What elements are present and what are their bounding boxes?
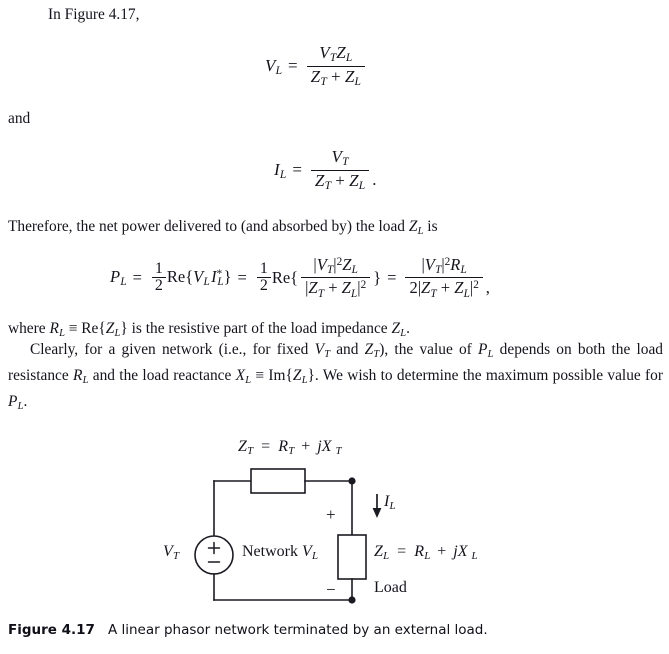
node-dot-top [348,477,355,484]
current-arrow-il [373,494,382,518]
equation-il-equals: = [292,160,302,180]
polarity-minus-text: − [326,580,336,599]
label-source-vt: $V_T$ [163,543,180,563]
intro-line-text: In Figure 4.17, [48,6,140,23]
circuit-schematic-svg [150,432,570,612]
intro-line [48,4,348,25]
equation-pl-equals-1: = [132,267,142,287]
equation-il-lhs: $I_L$ [274,159,287,181]
figure-caption [8,622,488,638]
equation-pl-brace-close: } [373,267,382,287]
equation-vl-fraction [307,44,365,88]
figure-caption-number: Figure 4.17 [8,622,95,638]
equation-pl-one-half-b: $\frac{1}{2}$ [257,261,271,295]
equation-il-denominator: $Z_T + Z_L$ [311,170,369,193]
where-paragraph: where $R_L \equiv Re\{Z_L\}$ is the resistive part of the load impedance $Z_L$. [8,320,410,339]
clearly-part-6: . We wish to determine the maximum possible value for [314,366,663,384]
clearly-part-2: and [330,341,365,358]
equation-vl-numerator: $V_TZ_L$ [319,43,353,65]
label-voltage-vl: $V_L$ [302,543,319,563]
equation-pl-lhs: $P_L$ [110,267,127,289]
polarity-plus [326,505,336,525]
circuit-diagram [150,432,570,612]
load-impedance-box [338,535,366,579]
label-current-il: $I_L$ [384,493,396,513]
impedance-zt-box [251,469,305,493]
label-zl-expression: $Z_L = R_L$ + jX $_L$ [374,543,478,563]
label-network [242,543,298,561]
equation-vl-equals: = [288,56,298,76]
equation-pl-equals-2: = [237,267,247,287]
and-line-text: and [8,110,31,127]
equation-vl [265,44,368,88]
equation-il-period: . [372,170,377,190]
equation-pl-fraction-2: $\frac{|V_T|^2R_L}{2|Z_T + Z_L|^2}$ [405,256,482,300]
label-zt-expression: $Z_T = R_T$ + jX $_T$ [238,438,342,458]
polarity-plus-text: + [326,505,336,524]
equation-pl-fraction-1: $\frac{|V_T|^2Z_L}{|Z_T + Z_L|^2}$ [301,256,370,300]
equation-il-numerator: $V_T$ [331,147,349,169]
where-prefix: where [8,320,50,337]
voltage-source-circle [195,536,233,574]
clearly-part-7: . [23,392,28,410]
node-dot-bottom [348,596,355,603]
label-network-text: Network [242,543,298,560]
clearly-part-1: Clearly, for a given network (i.e., for fixed [30,341,315,358]
equation-pl-one-half-a: $\frac{1}{2}$ [152,261,166,295]
equation-il-fraction [311,148,369,192]
clearly-paragraph: Clearly, for a given network (i.e., for fixed $V_T$ and $Z_T$), the value of $P_L$ depends on both the load resistance $R_L$ and the load reactance $X_L \equiv Im\{Z_L\}$. We wish to determine the maximum possible value for $P_L$. [8,341,663,412]
clearly-part-5: and the load reactance [88,366,236,384]
and-line [8,108,208,129]
clearly-part-4: depends on both the load resistance [8,341,663,384]
where-mid: is the resistive part of the load impedance [127,320,392,337]
figure-caption-text: A linear phasor network terminated by an external load. [107,622,488,638]
therefore-suffix: is [423,218,438,235]
equation-pl-equals-3: = [387,267,397,287]
equation-vl-denominator: $Z_T + Z_L$ [307,66,365,89]
equation-pl-re-2: Re{ [271,267,299,287]
equation-pl [110,256,490,300]
therefore-prefix: Therefore, the net power delivered to (and absorbed by) the load [8,218,409,235]
label-load [374,579,407,597]
clearly-part-3: ), the value of [379,341,479,358]
label-load-text: Load [374,579,407,596]
polarity-minus [326,580,336,600]
equation-pl-comma: , [485,277,490,297]
where-suffix: . [406,320,410,337]
equation-vl-lhs: $V_L$ [265,55,283,77]
therefore-paragraph: Therefore, the net power delivered to (and absorbed by) the load $Z_L$ is [8,218,438,237]
equation-il [274,148,376,192]
equation-pl-re-1: $Re\{V_L$ $I^*_L$} [166,267,232,289]
